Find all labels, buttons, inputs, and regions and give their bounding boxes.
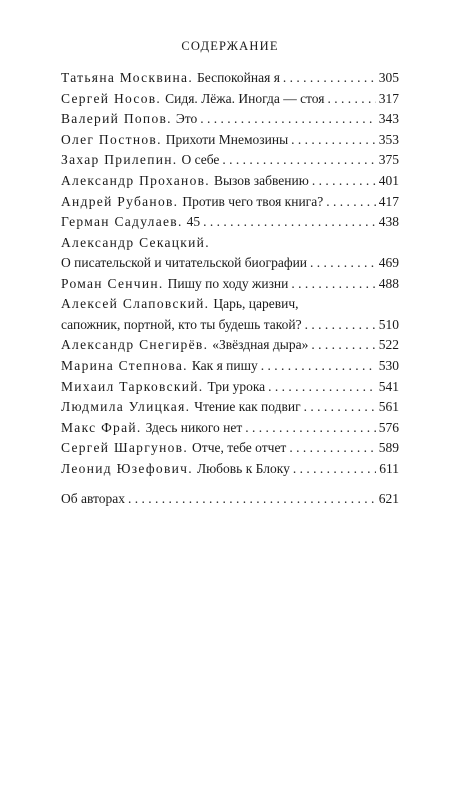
toc-entry	[61, 130, 399, 151]
toc-title: Отче, тебе отчет	[192, 440, 287, 456]
toc-title: Вызов забвению	[213, 172, 309, 188]
toc-page-number: 401	[378, 172, 399, 188]
dot-leader	[245, 418, 375, 439]
toc-title: Это	[175, 111, 198, 127]
toc-title: Царь, царевич,	[213, 296, 299, 312]
toc-page-number: 305	[378, 70, 399, 85]
dot-leader	[203, 212, 376, 233]
toc-page-number: 417	[378, 193, 399, 209]
toc-entry	[61, 89, 399, 110]
toc-author: Александр Проханов.	[61, 172, 210, 188]
toc-entry-about-authors	[61, 489, 399, 510]
dot-leader	[312, 171, 376, 192]
toc-title: Здесь никого нет	[145, 419, 243, 435]
toc-page-number: 611	[379, 460, 399, 476]
toc-author: Сергей Носов.	[61, 90, 162, 106]
toc-entry	[61, 397, 399, 418]
toc-author: Александр Снегирёв.	[61, 337, 209, 353]
toc-title: Беспокойная я	[197, 70, 280, 85]
dot-leader	[283, 68, 376, 89]
toc-title-continued: сапожник, портной, кто ты будешь такой?	[61, 316, 302, 332]
toc-page-number: 317	[378, 90, 399, 106]
toc-page-number: 353	[378, 131, 399, 147]
page-title: СОДЕРЖАНИЕ	[181, 39, 279, 53]
dot-leader	[327, 89, 375, 110]
toc-title: 45	[186, 214, 201, 230]
toc-author: Леонид Юзефович.	[61, 460, 193, 476]
toc-page-number: 541	[378, 378, 399, 394]
toc-page-number: 576	[378, 419, 399, 435]
toc-author: Марина Степнова.	[61, 357, 188, 373]
toc-author: Захар Прилепин.	[61, 152, 178, 168]
toc-entry	[61, 192, 399, 213]
toc-entry	[61, 109, 399, 130]
toc-title: Прихоти Мнемозины	[165, 131, 289, 147]
toc-page-number: 510	[378, 316, 399, 332]
dot-leader	[326, 192, 376, 213]
toc-page-number: 530	[378, 357, 399, 373]
toc-page-number: 375	[378, 152, 399, 168]
dot-leader	[311, 335, 375, 356]
toc-title: Об авторах	[61, 490, 125, 506]
dot-leader	[261, 356, 376, 377]
toc-author: Макс Фрай.	[61, 419, 142, 435]
dot-leader	[200, 109, 376, 130]
toc-page-number: 561	[378, 399, 399, 415]
dot-leader	[305, 315, 376, 336]
toc-title: Любовь к Блоку	[196, 460, 290, 476]
dot-leader	[289, 438, 375, 459]
toc-page-number: 469	[378, 255, 399, 271]
table-of-contents	[61, 68, 399, 509]
toc-page-number: 522	[378, 337, 399, 353]
toc-entry	[61, 150, 399, 171]
toc-author: Михаил Тарковский.	[61, 378, 204, 394]
toc-title: О писательской и читательской биографии	[61, 255, 308, 271]
toc-title: О себе	[181, 152, 220, 168]
toc-author: Олег Постнов.	[61, 131, 162, 147]
toc-page-number: 488	[378, 275, 399, 291]
toc-entry	[61, 335, 399, 356]
toc-author: Валерий Попов.	[61, 111, 172, 127]
toc-title: Пишу по ходу жизни	[167, 275, 289, 291]
toc-author: Герман Садулаев.	[61, 214, 183, 230]
dot-leader	[128, 489, 376, 510]
toc-page-number: 621	[378, 490, 399, 506]
toc-page-number: 343	[378, 111, 399, 127]
toc-entry	[61, 377, 399, 398]
toc-entry	[61, 356, 399, 377]
toc-entry	[61, 438, 399, 459]
toc-entry	[61, 233, 399, 274]
toc-author: Людмила Улицкая.	[61, 399, 191, 415]
toc-entry	[61, 171, 399, 192]
toc-entry	[61, 418, 399, 439]
toc-author: Алексей Слаповский.	[61, 296, 210, 312]
toc-title: Против чего твоя книга?	[182, 193, 324, 209]
toc-title: «Звёздная дыра»	[212, 337, 309, 353]
toc-title: Три урока	[207, 378, 266, 394]
toc-entry	[61, 274, 399, 295]
toc-entry	[61, 459, 399, 480]
toc-title: Чтение как подвиг	[194, 399, 301, 415]
toc-page-number: 438	[378, 214, 399, 230]
dot-leader	[291, 274, 375, 295]
dot-leader	[291, 130, 376, 151]
toc-author: Роман Сенчин.	[61, 275, 164, 291]
dot-leader	[222, 150, 375, 171]
toc-entry	[61, 68, 399, 89]
toc-entry	[61, 212, 399, 233]
toc-page-number: 589	[378, 440, 399, 456]
toc-title: Как я пишу	[191, 357, 258, 373]
toc-author: Александр Секацкий.	[61, 234, 210, 250]
dot-leader	[310, 253, 376, 274]
toc-title: Сидя. Лёжа. Иногда — стоя	[165, 90, 325, 106]
dot-leader	[293, 459, 376, 480]
toc-author: Сергей Шаргунов.	[61, 440, 189, 456]
dot-leader	[304, 397, 376, 418]
toc-entry	[61, 294, 399, 335]
dot-leader	[268, 377, 376, 398]
toc-author: Андрей Рубанов.	[61, 193, 179, 209]
toc-author: Татьяна Москвина.	[61, 70, 194, 85]
